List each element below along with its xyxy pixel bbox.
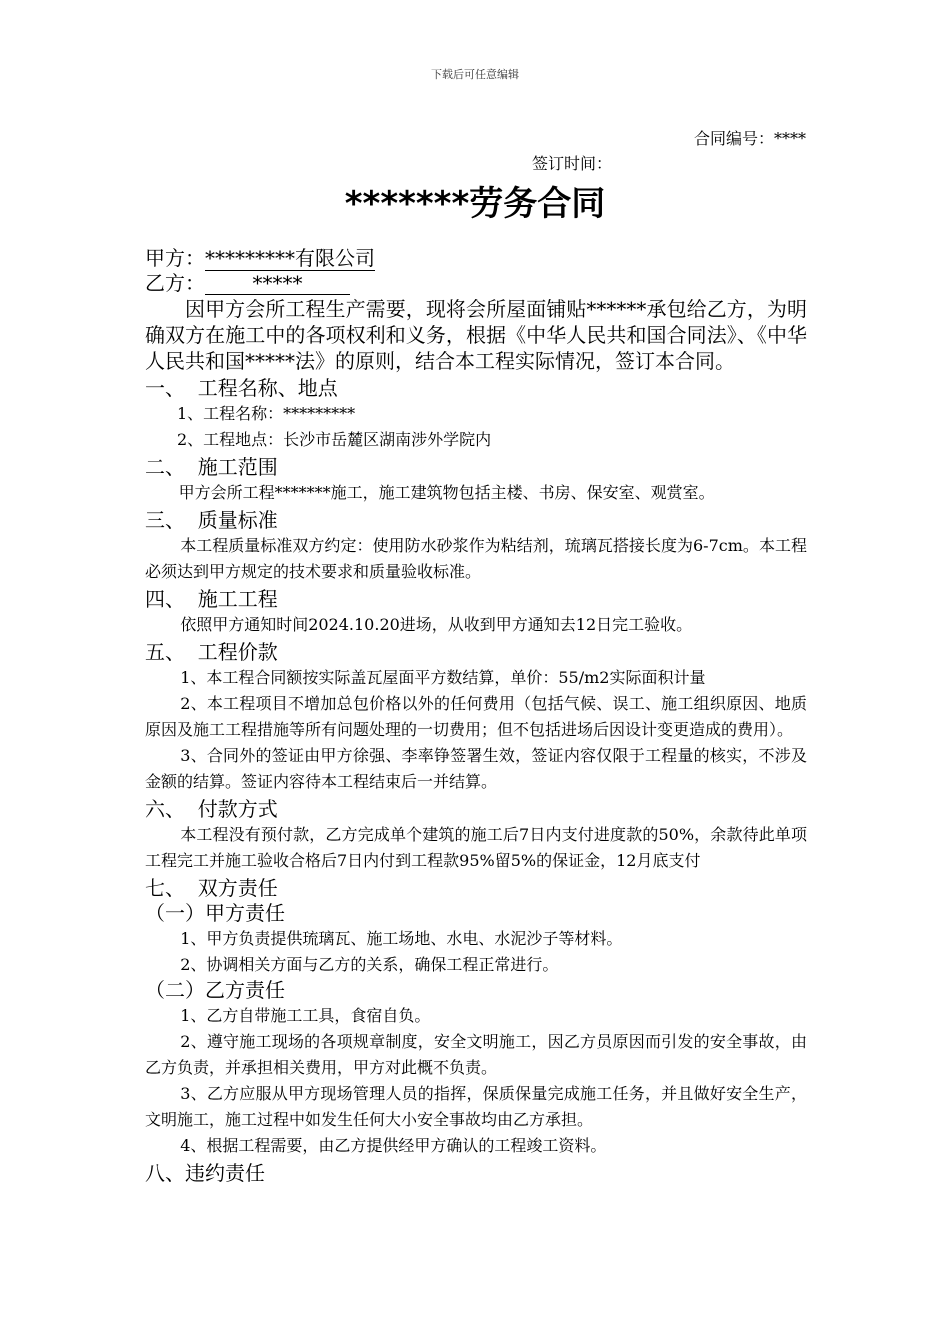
section-7b-item-2: 2、遵守施工现场的各项规章制度，安全文明施工，因乙方员原因而引发的安全事故，由乙方负责，并承担相关费用，甲方对此概不负责。: [145, 1032, 807, 1077]
party-a-label: 甲方：: [145, 246, 205, 270]
section-7a-heading: （一）甲方责任: [145, 901, 285, 925]
section-7b-item-1: 1、乙方自带施工工具，食宿自负。: [180, 1006, 431, 1025]
party-a: [145, 246, 807, 271]
section-5-paragraph-1: 1、本工程合同额按实际盖瓦屋面平方数结算，单价：55/m2实际面积计量: [180, 668, 706, 687]
section-4-heading: 四、 施工工程: [145, 587, 278, 611]
section-2-heading: 二、 施工范围: [145, 455, 278, 479]
section-5-heading: 五、 工程价款: [145, 640, 278, 664]
section-1-item-1: 1、工程名称：*********: [177, 404, 356, 423]
header-note: 下载后可任意编辑: [431, 68, 519, 81]
contract-number: 合同编号：****: [693, 129, 806, 148]
party-b: [145, 271, 807, 296]
section-7a-item-2: 2、协调相关方面与乙方的关系，确保工程正常进行。: [180, 955, 559, 974]
section-5-paragraph-2: 2、本工程项目不增加总包价格以外的任何费用（包括气候、误工、施工组织原因、地质原因及施工工程措施等所有问题处理的一切费用；但不包括进场后因设计变更造成的费用）。: [145, 694, 807, 739]
section-3-heading: 三、 质量标准: [145, 508, 278, 532]
document-title: *******劳务合同: [344, 184, 606, 224]
section-7b-heading: （二）乙方责任: [145, 978, 285, 1002]
section-8-heading: 八、违约责任: [145, 1161, 265, 1185]
section-4-paragraph: 依照甲方通知时间2024.10.20进场，从收到甲方通知去12日完工验收。: [180, 615, 693, 634]
party-b-label: 乙方：: [145, 271, 205, 295]
section-7b-item-4: 4、根据工程需要，由乙方提供经甲方确认的工程竣工资料。: [180, 1136, 607, 1155]
section-5-paragraph-3: 3、合同外的签证由甲方徐强、李率铮签署生效，签证内容仅限于工程量的核实，不涉及金额的结算。签证内容待本工程结束后一并结算。: [145, 746, 807, 791]
contract-body: [145, 246, 807, 1186]
section-1-heading: 一、 工程名称、地点: [145, 376, 338, 400]
section-1-item-2: 2、工程地点：长沙市岳麓区湖南涉外学院内: [177, 430, 492, 449]
party-a-value: *********有限公司: [205, 246, 375, 270]
section-7a-item-1: 1、甲方负责提供琉璃瓦、施工场地、水电、水泥沙子等材料。: [180, 929, 623, 948]
section-3-paragraph: 本工程质量标准双方约定：使用防水砂浆作为粘结剂，琉璃瓦搭接长度为6-7cm。本工程必须达到甲方规定的技术要求和质量验收标准。: [145, 536, 807, 581]
section-6-heading: 六、 付款方式: [145, 797, 278, 821]
section-7-heading: 七、 双方责任: [145, 876, 278, 900]
sign-date: 签订时间：: [532, 154, 613, 173]
section-6-paragraph: 本工程没有预付款，乙方完成单个建筑的施工后7日内支付进度款的50%，余款待此单项工程完工并施工验收合格后7日内付到工程款95%留5%的保证金，12月底支付: [145, 825, 807, 870]
intro-paragraph: 因甲方会所工程生产需要，现将会所屋面铺贴******承包给乙方，为明确双方在施工中的各项权利和义务，根据《中华人民共和国合同法》、《中华人民共和国*****法》的原则，结合本工程实际情况，签订本合同。: [145, 297, 807, 373]
party-b-value: *****: [205, 272, 350, 295]
section-2-paragraph: 甲方会所工程*******施工，施工建筑物包括主楼、书房、保安室、观赏室。: [178, 483, 715, 502]
section-7b-item-3: 3、乙方应服从甲方现场管理人员的指挥，保质保量完成施工任务，并且做好安全生产，文明施工，施工过程中如发生任何大小安全事故均由乙方承担。: [145, 1084, 807, 1129]
